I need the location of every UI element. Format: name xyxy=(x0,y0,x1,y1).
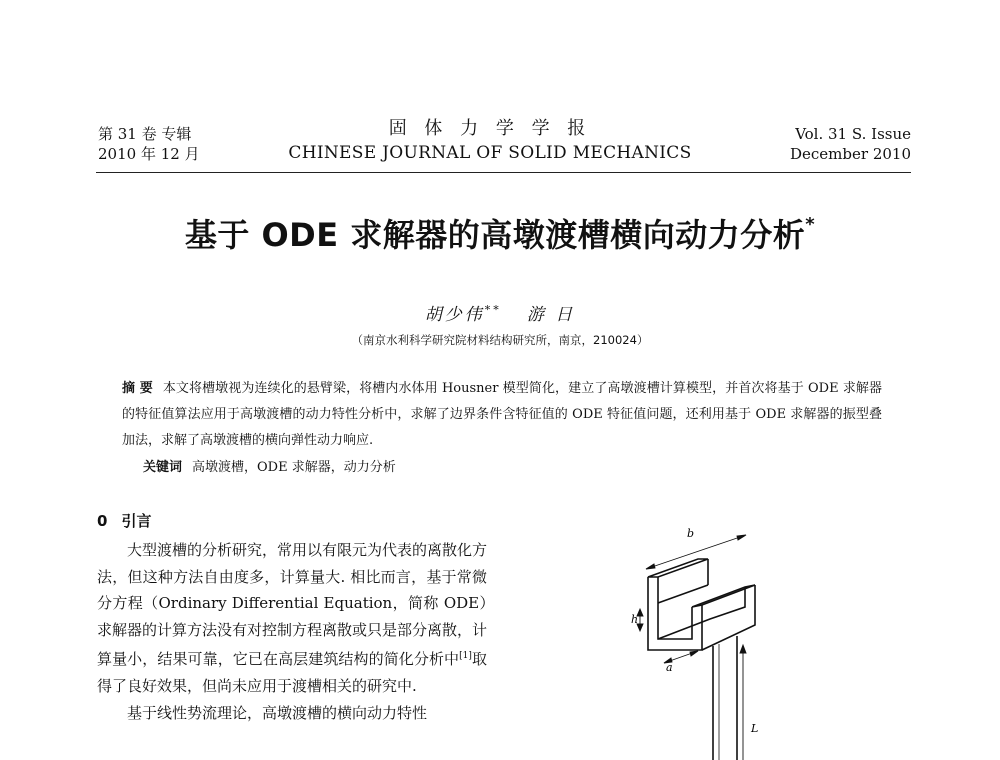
trough-front-inner xyxy=(658,577,692,639)
abstract-label: 摘 要 xyxy=(122,381,153,396)
paragraph-1-text-b: 取得了良好效果，但尚未应用于渡槽相关的研究中. xyxy=(97,650,487,695)
header-rule xyxy=(96,172,911,173)
keywords-text: 高墩渡槽，ODE 求解器，动力分析 xyxy=(192,460,396,475)
left-wall-top xyxy=(648,559,708,577)
journal-volume-info-en xyxy=(790,124,911,164)
date-line-en: December 2010 xyxy=(790,145,911,163)
aqueduct-drawing xyxy=(648,559,755,760)
abstract-text: 本文将槽墩视为连续化的悬臂梁，将槽内水体用 Housner 模型简化，建立了高墩渡槽计算模型，并首次将基于 ODE 求解器的特征值算法应用于高墩渡槽的动力特性分析中，求解了边界条件含特征值的 ODE 特征值问题，还利用基于 ODE 求解器的振型叠加法，求解了高墩渡槽的横向弹性动力响应. xyxy=(122,381,882,448)
keywords xyxy=(143,456,396,475)
date-line-cn: 2010 年 12 月 xyxy=(98,145,200,163)
section-title: 引言 xyxy=(121,512,152,530)
label-h: h xyxy=(631,613,639,626)
volume-line-en: Vol. 31 S. Issue xyxy=(795,125,911,143)
label-b: b xyxy=(687,527,695,540)
paragraph-1 xyxy=(97,537,487,700)
journal-volume-info xyxy=(98,124,200,164)
keywords-label: 关键词 xyxy=(143,460,183,475)
title-footnote-mark: * xyxy=(805,214,816,235)
author-line xyxy=(0,300,1000,325)
journal-title-en: CHINESE JOURNAL OF SOLID MECHANICS xyxy=(288,143,692,163)
paragraph-1-text-a: 大型渡槽的分析研究，常用以有限元为代表的离散化方法，但这种方法自由度多，计算量大. 相比而言，基于常微分方程（Ordinary Differential Equation，简称 ODE）求解器的计算方法没有对控制方程离散或只是部分离散，计算量小，结果可靠，它已在高层建筑结构的简化分析中 xyxy=(97,541,488,669)
paper-title xyxy=(0,203,1000,257)
paper-title-text: 基于 ODE 求解器的高墩渡槽横向动力分析 xyxy=(184,216,806,254)
aqueduct-figure xyxy=(600,525,800,760)
journal-title-cn: 固 体 力 学 学 报 xyxy=(388,118,592,139)
body-text xyxy=(97,537,487,726)
abstract xyxy=(122,376,882,454)
section-heading xyxy=(97,510,151,531)
volume-line: 第 31 卷 专辑 xyxy=(98,125,192,143)
inner-back-edge xyxy=(658,585,708,603)
author-1: 胡少伟 xyxy=(424,305,485,325)
label-a: a xyxy=(666,661,673,674)
paragraph-2: 基于线性势流理论，高墩渡槽的横向动力特性 xyxy=(127,703,428,722)
journal-title-block xyxy=(270,117,710,165)
affiliation: （南京水利科学研究院材料结构研究所，南京，210024） xyxy=(351,333,649,347)
citation-ref: [1] xyxy=(459,651,472,662)
label-L: L xyxy=(751,722,759,735)
section-number: 0 xyxy=(97,512,108,530)
author-1-mark: ** xyxy=(484,303,502,317)
author-2: 游 日 xyxy=(526,305,576,325)
dimension-L xyxy=(740,645,746,760)
